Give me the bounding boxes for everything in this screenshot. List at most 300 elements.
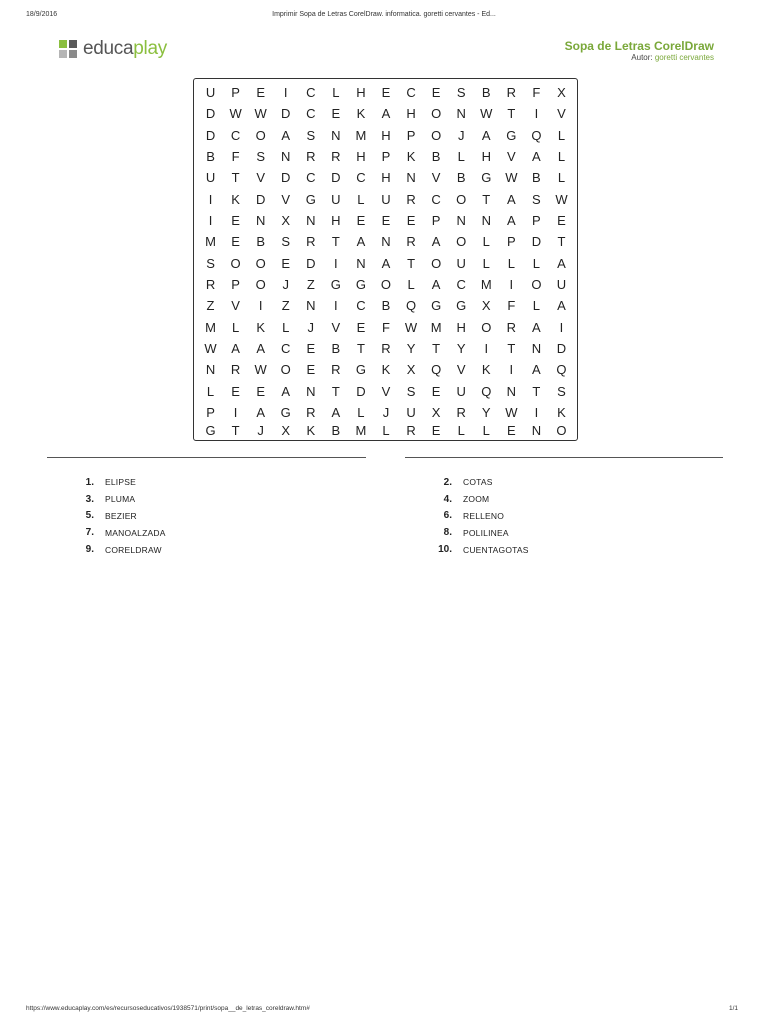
grid-cell[interactable]: K <box>306 423 316 438</box>
grid-cell[interactable]: Q <box>556 362 567 378</box>
grid-cell[interactable]: H <box>381 127 391 143</box>
grid-cell[interactable]: K <box>381 362 391 378</box>
grid-cell[interactable]: R <box>306 234 316 250</box>
grid-cell[interactable]: P <box>206 404 215 420</box>
grid-cell[interactable]: N <box>381 234 391 250</box>
logo-square-2 <box>69 40 77 48</box>
grid-cell[interactable]: I <box>509 276 514 292</box>
grid-cell[interactable]: T <box>231 170 240 186</box>
grid-cell[interactable]: C <box>356 170 366 186</box>
grid-cell[interactable]: Q <box>481 383 492 399</box>
grid-cell[interactable]: B <box>206 149 215 165</box>
grid-cell[interactable]: E <box>306 362 316 378</box>
grid-cell[interactable]: A <box>506 213 516 229</box>
grid-cell[interactable]: L <box>532 298 540 314</box>
word-list-left <box>70 474 166 558</box>
grid-cell[interactable]: U <box>406 404 416 420</box>
grid-cell[interactable]: L <box>557 170 566 186</box>
word-number: 6. <box>443 510 452 522</box>
grid-cell[interactable]: H <box>356 149 366 165</box>
grid-cell[interactable]: B <box>532 170 541 186</box>
grid-cell[interactable]: C <box>306 85 316 101</box>
word-list-right <box>428 474 529 558</box>
grid-cell[interactable]: C <box>356 298 366 314</box>
word-label: MANOALZADA <box>105 527 166 538</box>
grid-cell[interactable]: T <box>507 106 516 122</box>
grid-cell[interactable]: T <box>407 255 416 271</box>
word-list-item <box>428 491 529 508</box>
logo-text-main: educa <box>83 38 134 59</box>
grid-cell[interactable]: X <box>431 404 441 420</box>
footer-page-number: 1/1 <box>728 1005 738 1012</box>
grid-cell[interactable]: A <box>331 404 341 420</box>
grid-cell[interactable]: Z <box>206 298 215 314</box>
grid-cell[interactable]: D <box>556 340 567 356</box>
print-date: 18/9/2016 <box>26 11 58 18</box>
grid-cell[interactable]: T <box>482 191 491 207</box>
grid-cell[interactable]: O <box>280 362 291 378</box>
grid-cell[interactable]: X <box>481 298 491 314</box>
author-name[interactable]: goretti cervantes <box>654 53 714 62</box>
grid-cell[interactable]: E <box>381 213 391 229</box>
grid-cell[interactable]: A <box>481 127 491 143</box>
grid-cell[interactable]: B <box>331 340 341 356</box>
divider-right <box>405 457 723 458</box>
grid-cell[interactable]: L <box>382 423 390 438</box>
grid-cell[interactable]: B <box>431 149 441 165</box>
grid-cell[interactable]: J <box>282 276 289 292</box>
grid-cell[interactable]: N <box>331 127 341 143</box>
grid-cell[interactable]: G <box>305 191 316 207</box>
word-search-board <box>193 78 578 441</box>
grid-cell[interactable]: A <box>532 149 541 165</box>
grid-cell[interactable]: W <box>505 404 518 420</box>
grid-cell[interactable]: W <box>254 106 267 122</box>
grid-cell[interactable]: A <box>281 383 291 399</box>
logo-square-3 <box>59 50 67 58</box>
grid-cell[interactable]: K <box>356 106 366 122</box>
word-number: 3. <box>85 493 94 505</box>
grid-cell[interactable]: G <box>456 298 467 314</box>
grid-cell[interactable]: C <box>281 340 291 356</box>
grid-cell[interactable]: A <box>381 255 391 271</box>
word-label: COTAS <box>463 477 493 488</box>
grid-cell[interactable]: X <box>281 423 291 438</box>
grid-cell[interactable]: Y <box>481 404 491 420</box>
grid-cell[interactable]: T <box>557 234 566 250</box>
grid-cell[interactable]: Z <box>281 298 290 314</box>
grid-cell[interactable]: M <box>430 319 442 335</box>
logo-square-4 <box>69 50 77 58</box>
grid-cell[interactable]: F <box>507 298 516 314</box>
grid-cell[interactable]: O <box>431 255 442 271</box>
word-list-item <box>70 541 166 558</box>
grid-cell[interactable]: F <box>231 149 240 165</box>
grid-cell[interactable]: E <box>431 423 441 438</box>
grid-cell[interactable]: C <box>406 85 416 101</box>
grid-cell[interactable]: K <box>481 362 491 378</box>
grid-cell[interactable]: A <box>532 362 541 378</box>
grid-cell[interactable]: E <box>231 234 240 250</box>
word-search-grid <box>198 82 574 438</box>
grid-cell[interactable]: P <box>231 276 240 292</box>
grid-cell[interactable]: O <box>481 319 492 335</box>
word-label: CUENTAGOTAS <box>463 544 529 555</box>
grid-cell[interactable]: O <box>431 127 442 143</box>
grid-cell[interactable]: I <box>534 106 539 122</box>
game-title: Sopa de Letras CorelDraw <box>564 39 714 53</box>
word-label: RELLENO <box>463 510 505 521</box>
grid-cell[interactable]: O <box>456 234 467 250</box>
grid-cell[interactable]: R <box>331 149 341 165</box>
grid-cell[interactable]: R <box>381 340 391 356</box>
grid-cell[interactable]: E <box>331 106 341 122</box>
grid-cell[interactable]: D <box>531 234 542 250</box>
grid-cell[interactable]: C <box>456 276 466 292</box>
grid-cell[interactable]: Y <box>456 340 466 356</box>
grid-cell[interactable]: E <box>381 85 391 101</box>
grid-cell[interactable]: O <box>255 276 266 292</box>
grid-cell[interactable]: V <box>431 170 441 186</box>
grid-cell[interactable]: N <box>356 255 366 271</box>
grid-cell[interactable]: R <box>205 276 216 292</box>
grid-cell[interactable]: L <box>332 85 340 101</box>
grid-cell[interactable]: A <box>557 298 566 314</box>
grid-cell[interactable]: S <box>281 234 291 250</box>
grid-cell[interactable]: D <box>205 127 216 143</box>
grid-cell[interactable]: T <box>331 383 340 399</box>
grid-cell[interactable]: O <box>531 276 542 292</box>
grid-cell[interactable]: V <box>231 298 240 314</box>
grid-cell[interactable]: Q <box>531 127 542 143</box>
grid-cell[interactable]: I <box>283 85 288 101</box>
grid-cell[interactable]: V <box>456 362 466 378</box>
grid-cell[interactable]: L <box>357 191 365 207</box>
grid-cell[interactable]: Y <box>406 340 416 356</box>
grid-cell[interactable]: N <box>306 213 316 229</box>
grid-cell[interactable]: Z <box>306 276 315 292</box>
grid-cell[interactable]: L <box>231 319 240 335</box>
grid-cell[interactable]: A <box>381 106 391 122</box>
grid-cell[interactable]: L <box>282 319 290 335</box>
grid-cell[interactable]: A <box>557 255 566 271</box>
grid-cell[interactable]: L <box>357 404 365 420</box>
grid-cell[interactable]: C <box>431 191 441 207</box>
grid-cell[interactable]: A <box>506 191 516 207</box>
grid-cell[interactable]: K <box>231 191 240 207</box>
grid-cell[interactable]: T <box>356 340 365 356</box>
grid-cell[interactable]: O <box>431 106 442 122</box>
grid-cell[interactable]: V <box>557 106 566 122</box>
grid-cell[interactable]: D <box>281 106 291 122</box>
footer-url: https://www.educaplay.com/es/recursoseducativos/1938571/print/sopa__de_letras_coreldraw.htm# <box>26 1005 310 1012</box>
grid-cell[interactable]: M <box>480 276 492 292</box>
grid-cell[interactable]: F <box>532 85 541 101</box>
grid-cell[interactable]: B <box>481 85 491 101</box>
grid-cell[interactable]: X <box>406 362 416 378</box>
grid-cell[interactable]: U <box>456 383 466 399</box>
grid-cell[interactable]: K <box>557 404 566 420</box>
grid-cell[interactable]: P <box>431 213 441 229</box>
grid-cell[interactable]: N <box>456 106 466 122</box>
grid-cell[interactable]: W <box>505 170 518 186</box>
grid-cell[interactable]: P <box>231 85 240 101</box>
word-label: PLUMA <box>105 494 136 505</box>
grid-cell[interactable]: W <box>480 106 493 122</box>
word-list-item <box>70 474 166 491</box>
grid-cell[interactable]: R <box>230 362 241 378</box>
educaplay-logo-text <box>83 38 167 60</box>
grid-cell[interactable]: J <box>307 319 315 335</box>
grid-cell[interactable]: G <box>355 362 366 378</box>
grid-cell[interactable]: S <box>557 383 566 399</box>
grid-cell[interactable]: L <box>206 383 215 399</box>
print-title: Imprimir Sopa de Letras CorelDraw. informatica. goretti cervantes - Ed... <box>272 11 496 18</box>
word-number: 7. <box>85 527 94 539</box>
grid-cell[interactable]: F <box>382 319 390 335</box>
grid-cell[interactable]: T <box>532 383 541 399</box>
grid-cell[interactable]: N <box>456 213 466 229</box>
grid-cell[interactable]: R <box>406 234 416 250</box>
author-label: Autor: <box>631 53 653 62</box>
grid-cell[interactable]: I <box>208 191 213 207</box>
grid-cell[interactable]: N <box>406 170 416 186</box>
grid-cell[interactable]: P <box>406 127 416 143</box>
grid-cell[interactable]: D <box>306 255 316 271</box>
grid-cell[interactable]: L <box>457 423 465 438</box>
grid-cell[interactable]: H <box>456 319 466 335</box>
grid-cell[interactable]: I <box>208 213 213 229</box>
grid-cell[interactable]: R <box>306 404 316 420</box>
grid-cell[interactable]: L <box>557 149 566 165</box>
grid-cell[interactable]: E <box>431 383 441 399</box>
grid-cell[interactable]: D <box>331 170 341 186</box>
word-number: 9. <box>85 544 94 556</box>
grid-cell[interactable]: P <box>381 149 391 165</box>
grid-cell[interactable]: A <box>256 404 265 420</box>
word-list-item <box>70 491 166 508</box>
grid-cell[interactable]: C <box>306 170 316 186</box>
grid-cell[interactable]: O <box>456 191 467 207</box>
grid-cell[interactable]: N <box>255 213 266 229</box>
grid-cell[interactable]: Q <box>406 298 417 314</box>
grid-cell[interactable]: N <box>506 383 517 399</box>
grid-cell[interactable]: X <box>281 213 291 229</box>
grid-cell[interactable]: M <box>205 319 216 335</box>
grid-cell[interactable]: A <box>231 340 240 356</box>
grid-cell[interactable]: B <box>381 298 391 314</box>
grid-cell[interactable]: O <box>255 127 266 143</box>
grid-cell[interactable]: P <box>506 234 516 250</box>
word-label: CORELDRAW <box>105 544 162 555</box>
grid-cell[interactable]: O <box>380 276 392 292</box>
grid-cell[interactable]: S <box>256 149 265 165</box>
grid-cell[interactable]: G <box>481 170 492 186</box>
grid-cell[interactable]: W <box>254 362 267 378</box>
grid-cell[interactable]: A <box>281 127 291 143</box>
grid-cell[interactable]: B <box>331 423 341 438</box>
grid-cell[interactable]: R <box>456 404 466 420</box>
grid-cell[interactable]: L <box>407 276 415 292</box>
grid-cell[interactable]: E <box>557 213 566 229</box>
grid-cell[interactable]: S <box>206 255 215 271</box>
grid-cell[interactable]: I <box>233 404 238 420</box>
grid-cell[interactable]: R <box>506 319 517 335</box>
grid-cell[interactable]: W <box>229 106 242 122</box>
grid-cell[interactable]: B <box>456 170 466 186</box>
grid-cell[interactable]: U <box>556 276 567 292</box>
grid-cell[interactable]: G <box>506 127 517 143</box>
grid-cell[interactable]: I <box>334 298 338 314</box>
grid-cell[interactable]: E <box>256 383 265 399</box>
grid-cell[interactable]: N <box>306 383 316 399</box>
grid-cell[interactable]: S <box>306 127 316 143</box>
grid-cell[interactable]: N <box>531 340 542 356</box>
word-number: 2. <box>443 476 452 488</box>
grid-cell[interactable]: C <box>230 127 241 143</box>
grid-cell[interactable]: X <box>557 85 566 101</box>
grid-cell[interactable]: H <box>481 149 491 165</box>
grid-cell[interactable]: N <box>531 423 542 438</box>
grid-cell[interactable]: D <box>255 191 266 207</box>
grid-cell[interactable]: A <box>356 234 366 250</box>
word-number: 5. <box>85 510 94 522</box>
grid-cell[interactable]: B <box>256 234 265 250</box>
grid-cell[interactable]: N <box>306 298 316 314</box>
grid-cell[interactable]: G <box>280 404 291 420</box>
grid-cell[interactable]: K <box>406 149 416 165</box>
grid-cell[interactable]: P <box>532 213 541 229</box>
grid-cell[interactable]: H <box>356 85 366 101</box>
grid-cell[interactable]: E <box>231 383 240 399</box>
grid-cell[interactable]: S <box>406 383 416 399</box>
educaplay-logo-icon <box>59 40 78 59</box>
word-number: 1. <box>85 476 94 488</box>
grid-cell[interactable]: G <box>205 423 216 438</box>
grid-cell[interactable]: L <box>482 255 490 271</box>
grid-cell[interactable]: L <box>482 234 490 250</box>
grid-cell[interactable]: S <box>456 85 466 101</box>
grid-cell[interactable]: V <box>381 383 391 399</box>
grid-cell[interactable]: I <box>534 404 539 420</box>
grid-cell[interactable]: W <box>204 340 217 356</box>
grid-cell[interactable]: V <box>506 149 516 165</box>
grid-cell[interactable]: L <box>482 423 490 438</box>
grid-cell[interactable]: E <box>306 340 316 356</box>
word-list-item <box>70 508 166 525</box>
grid-cell[interactable]: U <box>381 191 391 207</box>
grid-cell[interactable]: W <box>404 319 418 335</box>
grid-cell[interactable]: A <box>256 340 265 356</box>
grid-cell[interactable]: R <box>406 423 416 438</box>
grid-cell[interactable]: O <box>230 255 241 271</box>
grid-cell[interactable]: V <box>331 319 341 335</box>
grid-cell[interactable]: U <box>205 170 216 186</box>
grid-cell[interactable]: H <box>406 106 416 122</box>
grid-cell[interactable]: A <box>532 319 541 335</box>
grid-cell[interactable]: O <box>556 423 567 438</box>
grid-cell[interactable]: T <box>331 234 340 250</box>
grid-cell[interactable]: D <box>356 383 366 399</box>
grid-cell[interactable]: G <box>330 276 341 292</box>
grid-cell[interactable]: T <box>231 423 240 438</box>
grid-cell[interactable]: L <box>557 127 566 143</box>
grid-cell[interactable]: E <box>281 255 291 271</box>
grid-cell[interactable]: E <box>506 423 516 438</box>
grid-cell[interactable]: E <box>406 213 416 229</box>
grid-cell[interactable]: G <box>431 298 442 314</box>
grid-cell[interactable]: L <box>507 255 515 271</box>
grid-cell[interactable]: E <box>256 85 265 101</box>
grid-cell[interactable]: R <box>506 85 517 101</box>
grid-cell[interactable]: N <box>481 213 491 229</box>
grid-cell[interactable]: S <box>532 191 541 207</box>
grid-cell[interactable]: U <box>456 255 466 271</box>
grid-cell[interactable]: G <box>355 276 366 292</box>
grid-cell[interactable]: V <box>281 191 291 207</box>
grid-cell[interactable]: D <box>205 106 216 122</box>
divider-left <box>47 457 366 458</box>
grid-cell[interactable]: E <box>431 85 441 101</box>
grid-cell[interactable]: M <box>205 234 216 250</box>
word-number: 4. <box>443 493 452 505</box>
grid-cell[interactable]: J <box>382 404 390 420</box>
grid-cell[interactable]: I <box>559 319 564 335</box>
grid-cell[interactable]: A <box>431 234 441 250</box>
grid-cell[interactable]: H <box>331 213 341 229</box>
grid-cell[interactable]: J <box>457 127 465 143</box>
grid-cell[interactable]: T <box>507 340 516 356</box>
grid-cell[interactable]: H <box>381 170 391 186</box>
author-line <box>631 53 714 62</box>
grid-cell[interactable]: M <box>355 423 367 438</box>
word-label: ELIPSE <box>105 477 136 488</box>
grid-cell[interactable]: I <box>334 255 338 271</box>
logo-text-accent: play <box>133 38 167 59</box>
grid-cell[interactable]: I <box>258 298 263 314</box>
grid-cell[interactable]: O <box>255 255 266 271</box>
grid-cell[interactable]: J <box>257 423 264 438</box>
grid-cell[interactable]: R <box>406 191 416 207</box>
grid-cell[interactable]: Q <box>431 362 442 378</box>
grid-cell[interactable]: V <box>256 170 265 186</box>
grid-cell[interactable]: U <box>205 85 216 101</box>
grid-cell[interactable]: I <box>509 362 514 378</box>
grid-cell[interactable]: W <box>555 191 568 207</box>
educaplay-logo[interactable] <box>59 38 167 60</box>
grid-cell[interactable]: C <box>306 106 316 122</box>
word-list-item <box>70 524 166 541</box>
grid-cell[interactable]: T <box>432 340 441 356</box>
word-list-item <box>428 508 529 525</box>
grid-cell[interactable]: K <box>256 319 265 335</box>
grid-cell[interactable]: R <box>306 149 316 165</box>
grid-cell[interactable]: N <box>281 149 291 165</box>
grid-cell[interactable]: N <box>205 362 216 378</box>
grid-cell[interactable]: M <box>355 127 367 143</box>
grid-cell[interactable]: E <box>231 213 240 229</box>
grid-cell[interactable]: E <box>356 319 366 335</box>
grid-cell[interactable]: R <box>331 362 341 378</box>
grid-cell[interactable]: U <box>331 191 341 207</box>
grid-cell[interactable]: D <box>281 170 291 186</box>
grid-cell[interactable]: L <box>532 255 540 271</box>
grid-cell[interactable]: E <box>356 213 366 229</box>
word-list-item <box>428 541 529 558</box>
grid-cell[interactable]: I <box>484 340 489 356</box>
grid-cell[interactable]: L <box>457 149 465 165</box>
grid-cell[interactable]: A <box>431 276 441 292</box>
